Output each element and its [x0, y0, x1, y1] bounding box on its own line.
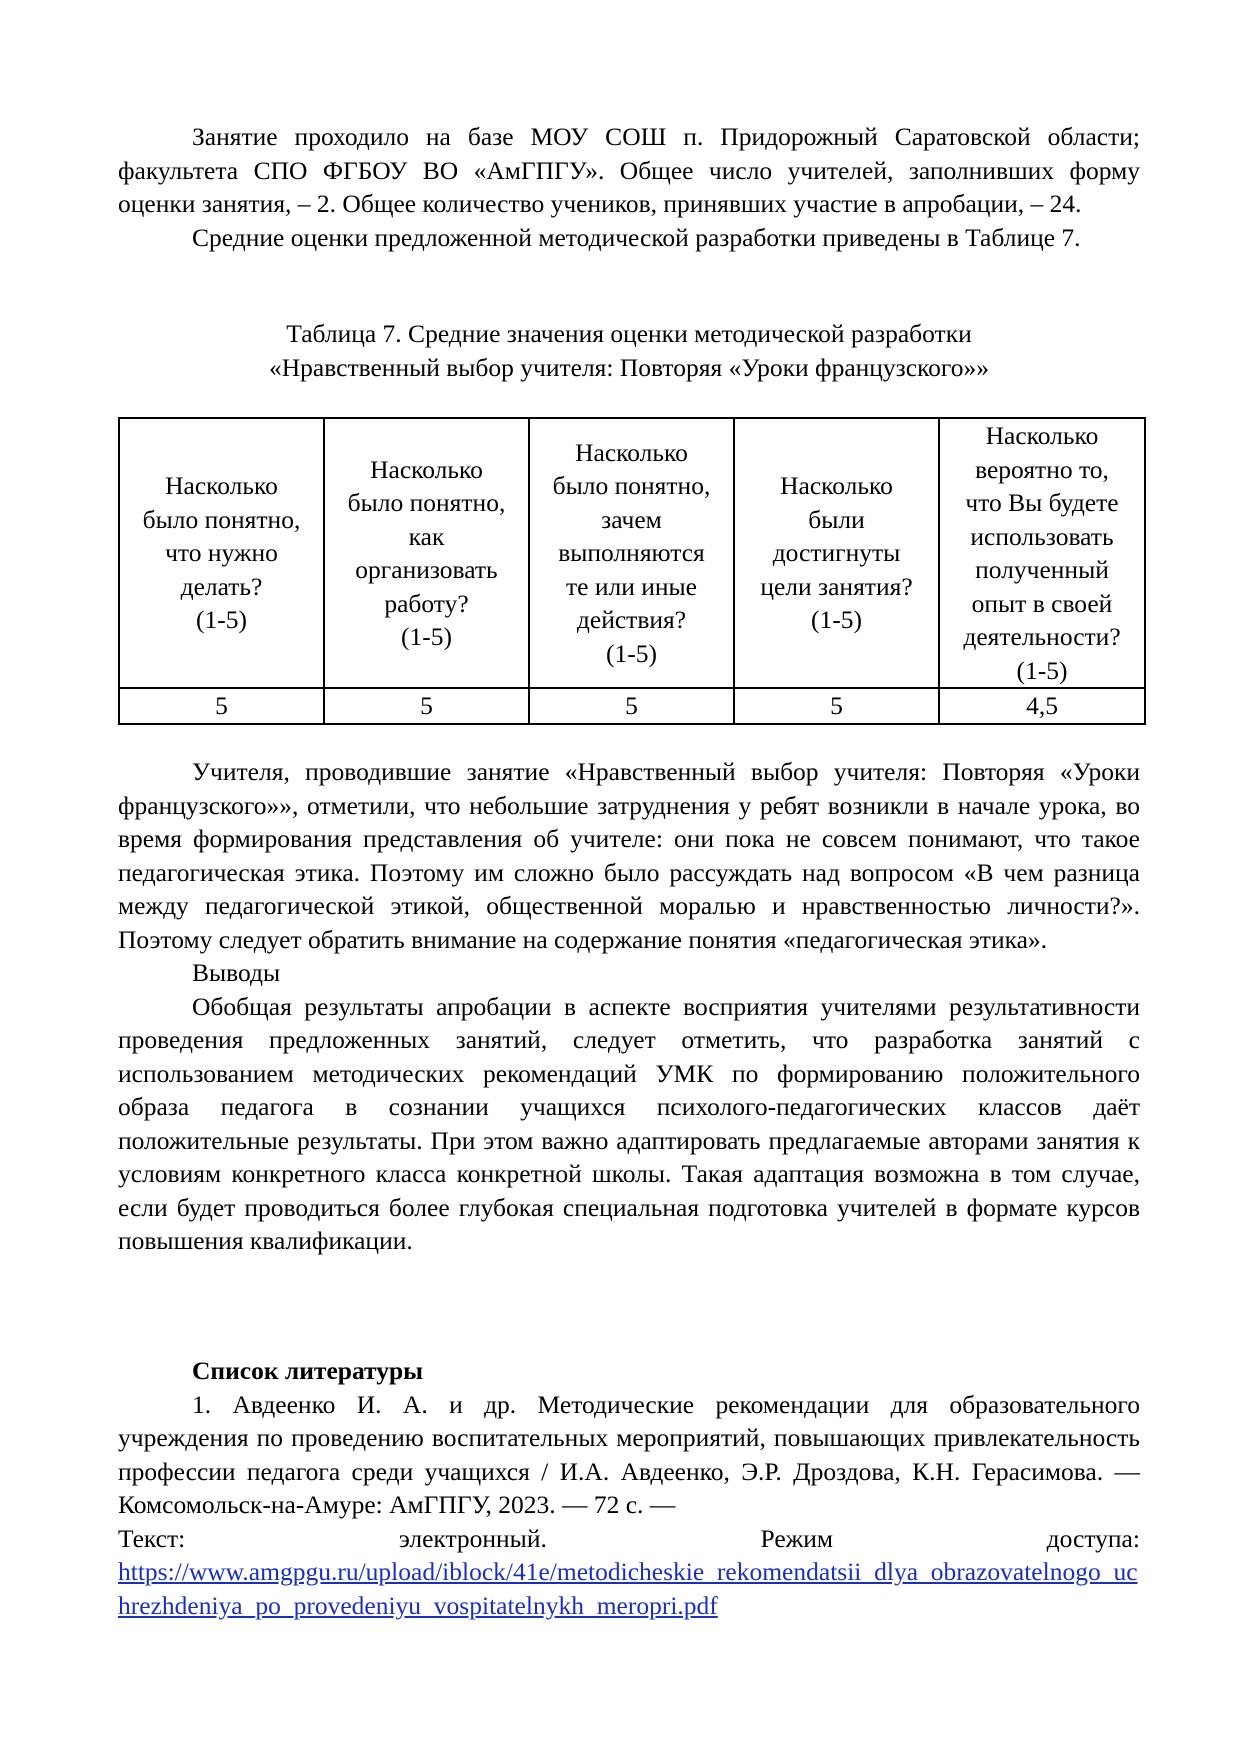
- table-cell: 5: [119, 688, 324, 724]
- table-header-cell: Насколько были достигнуты цели занятия? (1-5): [734, 418, 939, 688]
- body-section: [118, 755, 1140, 1258]
- access-word: электронный.: [398, 1523, 547, 1553]
- table-header-cell: Насколько вероятно то, что Вы будете использовать полученный опыт в своей деятельности? (1-5): [939, 418, 1145, 688]
- reference-item-1: 1. Авдеенко И. А. и др. Методические рекомендации для образовательного учреждения по проведению воспитательных мероприятий, повышающих привлекательность профессии педагога среди учащихся / И.А. Авдеенко, Э.Р. Дроздова, К.Н. Герасимова. — Комсомольск-на-Амуре: АмГПГУ, 2023. — 72 с. —: [118, 1389, 1140, 1519]
- table-row: [119, 688, 1145, 724]
- references-section: [118, 1354, 1140, 1622]
- table-caption-line-1: Таблица 7. Средние значения оценки методической разработки: [286, 319, 972, 348]
- paragraph-conclusions: Обобщая результаты апробации в аспекте восприятия учителями результативности проведения предложенных занятий, следует отметить, что разработка занятий с использованием методических рекомендаций УМК по формированию положительного образа педагога в сознании учащихся психолого-педагогических классов даёт положительные результаты. При этом важно адаптировать предлагаемые авторами занятия к условиям конкретного класса конкретной школы. Такая адаптация возможна в том случае, если будет проводиться более глубокая специальная подготовка учителей в формате курсов повышения квалификации.: [118, 991, 1140, 1255]
- paragraph-intro-2: Средние оценки предложенной методической разработки приведены в Таблице 7.: [192, 222, 1081, 252]
- table-cell: 5: [324, 688, 529, 724]
- table-caption: [118, 317, 1140, 384]
- table-header-cell: Насколько было понятно, как организовать работу? (1-5): [324, 418, 529, 688]
- conclusions-heading: Выводы: [192, 958, 281, 987]
- table-header-cell: Насколько было понятно, что нужно делать? (1-5): [119, 418, 324, 688]
- paragraph-teachers: Учителя, проводившие занятие «Нравственный выбор учителя: Повторяя «Уроки французского»», отметили, что небольшие затруднения у ребят возникли в начале урока, во время формирования представления об учителе: они пока не совсем понимают, что такое педагогическая этика. Поэтому им сложно было рассуждать над вопросом «В чем разница между педагогической этикой, общественной моралью и нравственностью личности?». Поэтому следует обратить внимание на содержание понятия «педагогическая этика».: [118, 757, 1140, 954]
- paragraph-intro-1: Занятие проходило на базе МОУ СОШ п. Придорожный Саратовской области; факультета СПО ФГБОУ ВО «АмГПГУ». Общее число учителей, заполнивших форму оценки занятия, – 2. Общее количество учеников, принявших участие в апробации, – 24.: [118, 122, 1140, 218]
- access-word: доступа:: [1046, 1523, 1140, 1553]
- ratings-table: [118, 417, 1146, 725]
- reference-access-line: [118, 1522, 1140, 1556]
- table-cell: 5: [734, 688, 939, 724]
- table-header-cell: Насколько было понятно, зачем выполняются те или иные действия? (1-5): [529, 418, 734, 688]
- table-caption-line-2: «Нравственный выбор учителя: Повторяя «Уроки французского»»: [269, 352, 989, 382]
- reference-link-line: [118, 1555, 1140, 1622]
- table-cell: 4,5: [939, 688, 1145, 724]
- reference-link[interactable]: https://www.amgpgu.ru/upload/iblock/41e/metodicheskie_rekomendatsii_dlya_obrazovatelnogo_uchrezhdeniya_po_provedeniyu_vospitatelnykh_meropri.pdf: [118, 1557, 1138, 1620]
- table-header-row: [119, 418, 1145, 688]
- table-cell: 5: [529, 688, 734, 724]
- access-word: Режим: [760, 1523, 834, 1553]
- references-title: Список литературы: [192, 1356, 424, 1385]
- access-word: Текст:: [118, 1523, 186, 1553]
- intro-section: [118, 120, 1140, 254]
